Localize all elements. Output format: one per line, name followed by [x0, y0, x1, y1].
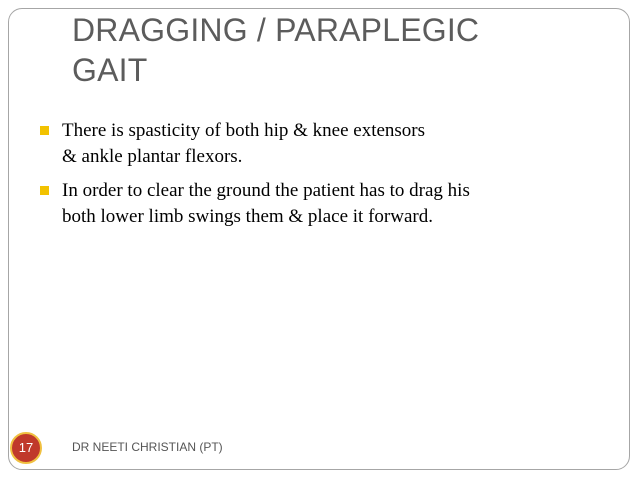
bullet-text-line: both lower limb swings them & place it forward.: [62, 206, 433, 227]
bullet-list: [40, 118, 590, 238]
slide-title-line: GAIT: [72, 52, 148, 88]
slide-title-line: DRAGGING / PARAPLEGIC: [72, 12, 480, 48]
footer-author: DR NEETI CHRISTIAN (PT): [72, 440, 223, 454]
bullet-item: [40, 118, 590, 170]
square-bullet-icon: [40, 186, 49, 195]
bullet-text: [62, 178, 590, 230]
slide-title: [72, 10, 592, 90]
bullet-text-line: & ankle plantar flexors.: [62, 146, 243, 167]
bullet-item: [40, 178, 590, 230]
bullet-text: [62, 118, 590, 170]
page-number-badge: 17: [10, 432, 42, 464]
bullet-text-line: There is spasticity of both hip & knee extensors: [62, 120, 426, 141]
bullet-text-line: In order to clear the ground the patient has to drag his: [62, 180, 470, 201]
square-bullet-icon: [40, 126, 49, 135]
